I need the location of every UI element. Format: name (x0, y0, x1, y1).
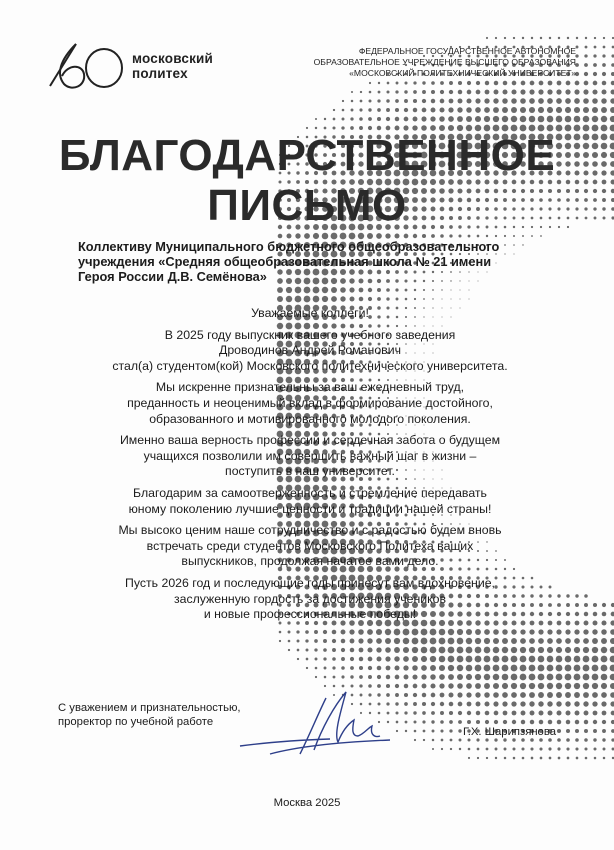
body-line: учащихся позволили им совершить важный шаг в жизни – (143, 448, 477, 463)
body-line: стал(а) студентом(кой) Московского политехнического университета. (112, 358, 508, 373)
body-line: Мы высоко ценим наше сотрудничество и с радостью будем вновь (118, 523, 502, 538)
signer-name: Г.Х. Шарипзянова (462, 726, 556, 738)
body-line: Именно ваша верность профессии и сердечная забота о будущем (119, 433, 501, 448)
org-line2: ОБРАЗОВАТЕЛЬНОЕ УЧРЕЖДЕНИЕ ВЫСШЕГО ОБРАЗОВАНИЯ (313, 57, 576, 67)
body-line: поступить в наш университет. (225, 464, 395, 479)
logo-60-mark (46, 40, 130, 92)
letter-body (60, 306, 560, 629)
addressee (78, 239, 568, 284)
body-line: заслуженную гордость за достижения учеников (173, 591, 447, 606)
body-line: юному поколению лучшие ценности и традиции нашей страны! (128, 501, 492, 516)
city-year: Москва 2025 (273, 797, 341, 809)
body-line: Благодарим за самоотверженность и стремление передавать (133, 485, 487, 500)
body-line: выпускников, продолжая начатое вами дело. (181, 554, 439, 569)
org-line1: ФЕДЕРАЛЬНОЕ ГОСУДАРСТВЕННОЕ АВТОНОМНОЕ (358, 46, 576, 56)
body-line: преданность и неоценимый вклад в формирование достойного, (127, 395, 493, 410)
body-line: В 2025 году выпускник вашего учебного заведения (164, 327, 456, 342)
body-line: Пусть 2026 год и последующие годы принесут вам вдохновение, (125, 575, 495, 590)
body-line: Мы искренне признательны за ваш ежедневный труд, (155, 380, 465, 395)
student-name: Дроводинов Андрей Романович (219, 343, 401, 358)
handwritten-signature (230, 684, 400, 764)
logo (46, 40, 246, 92)
document-title-line2: ПИСЬМО (207, 181, 407, 230)
greeting: Уважаемые коллеги! (251, 306, 369, 320)
closing-line1: С уважением и признательностью, (58, 702, 241, 714)
org-line3: «МОСКОВСКИЙ ПОЛИТЕХНИЧЕСКИЙ УНИВЕРСИТЕТ» (349, 68, 576, 78)
paragraph-cooperation (60, 523, 560, 570)
body-line: образованного и мотивированного молодого поколения. (149, 411, 471, 426)
body-line: встречать среди студентов Московского Политеха ваших (146, 538, 474, 553)
paragraph-gratitude (60, 380, 560, 427)
logo-line1: московский (132, 51, 214, 66)
paragraph-wishes (60, 576, 560, 623)
organization-name (266, 46, 576, 79)
addressee-line1: Коллективу Муниципального бюджетного общеобразовательного (78, 239, 500, 254)
addressee-line2: учреждения «Средняя общеобразовательная школа № 21 имени (78, 254, 492, 269)
closing-block (58, 701, 241, 729)
signer-position: проректор по учебной работе (58, 716, 214, 728)
addressee-line3: Героя России Д.В. Семёнова» (78, 269, 267, 284)
paragraph-devotion (60, 433, 560, 480)
document-title-line1: БЛАГОДАРСТВЕННОЕ (58, 131, 556, 180)
paragraph-graduate (60, 328, 560, 375)
logo-wordmark (132, 51, 213, 81)
logo-line2: политех (132, 66, 188, 81)
paragraph-thanks (60, 486, 560, 517)
body-line: и новые профессиональные победы! (203, 607, 417, 622)
